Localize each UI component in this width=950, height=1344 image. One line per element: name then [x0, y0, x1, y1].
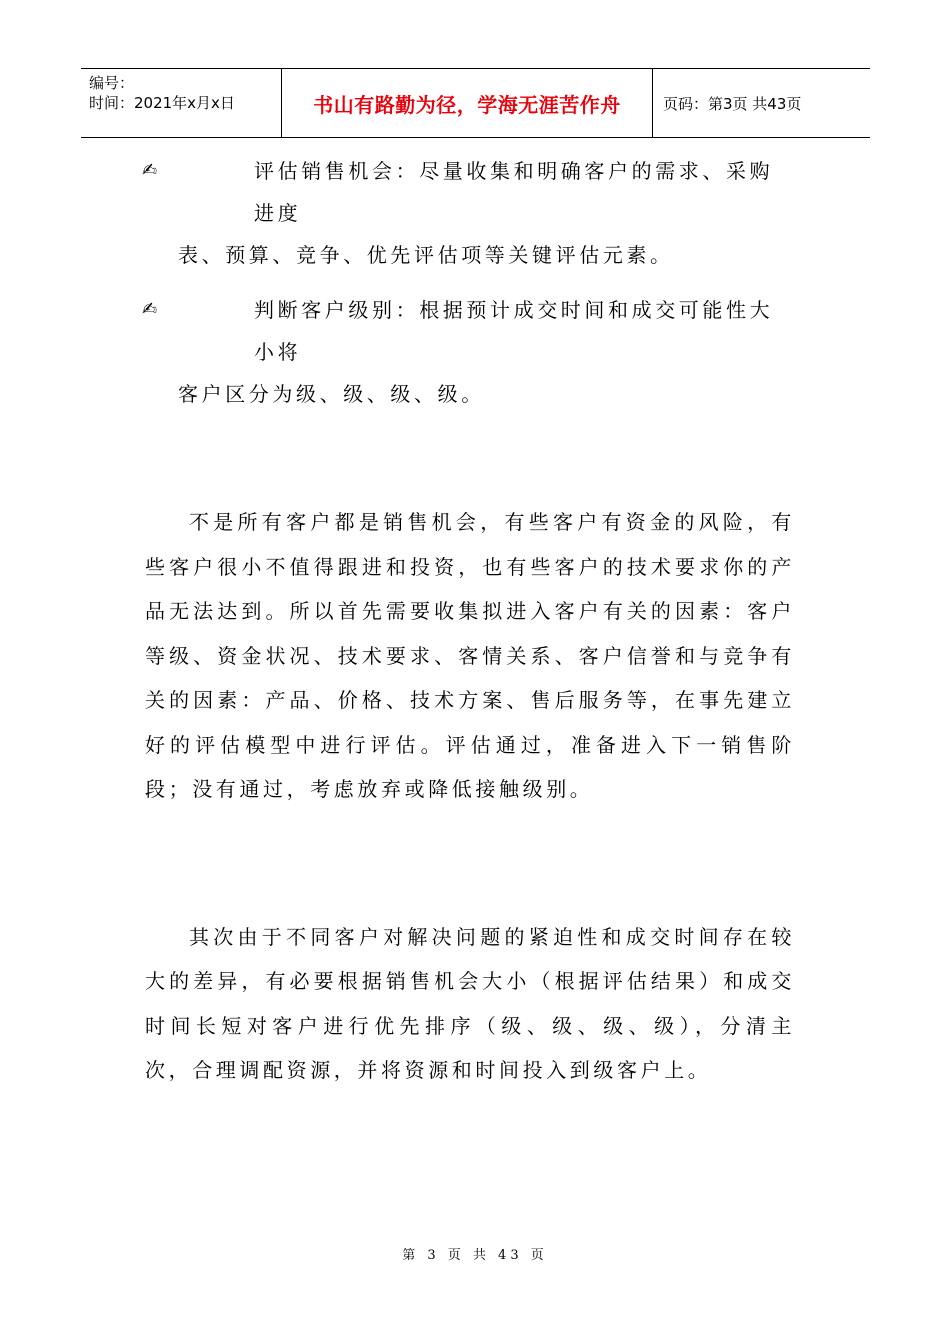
body-paragraph: 其次由于不同客户对解决问题的紧迫性和成交时间存在较大的差异，有必要根据销售机会大小（根据评估结果）和成交时间长短对客户进行优先排序（级、级、级、级），分清主次，合理调配资源，并将资源和时间投入到级客户上。	[145, 924, 795, 1082]
header-motto: 书山有路勤为径，学海无涯苦作舟	[282, 69, 653, 137]
bullet-text-line: 表、预算、竞争、优先评估项等关键评估元素。	[178, 243, 674, 267]
doc-number-label: 编号：	[89, 74, 135, 92]
bullet-text-line: 客户区分为级、级、级、级。	[178, 382, 485, 406]
writing-hand-icon: ✍	[142, 299, 158, 320]
writing-hand-icon: ✍	[142, 160, 158, 181]
document-body	[142, 150, 795, 1093]
header-meta	[81, 69, 282, 137]
bullet-item	[142, 289, 795, 415]
bullet-item	[142, 150, 795, 276]
doc-date: 时间：2021年x月x日	[89, 94, 235, 112]
bullet-text-line: 评估销售机会：尽量收集和明确客户的需求、采购进度	[254, 159, 774, 225]
body-paragraph: 不是所有客户都是销售机会，有些客户有资金的风险，有些客户很小不值得跟进和投资，也有些客户的技术要求你的产品无法达到。所以首先需要收集拟进入客户有关的因素：客户等级、资金状况、技术要求、客情关系、客户信誉和与竞争有关的因素：产品、价格、技术方案、售后服务等，在事先建立好的评估模型中进行评估。评估通过，准备进入下一销售阶段；没有通过，考虑放弃或降低接触级别。	[145, 510, 795, 801]
header-page-info: 页码：第3页 共43页	[663, 94, 802, 113]
page-footer: 第 3 页 共 43 页	[402, 1248, 548, 1263]
page-header	[81, 68, 870, 138]
bullet-text-line: 判断客户级别：根据预计成交时间和成交可能性大小将	[254, 298, 774, 364]
